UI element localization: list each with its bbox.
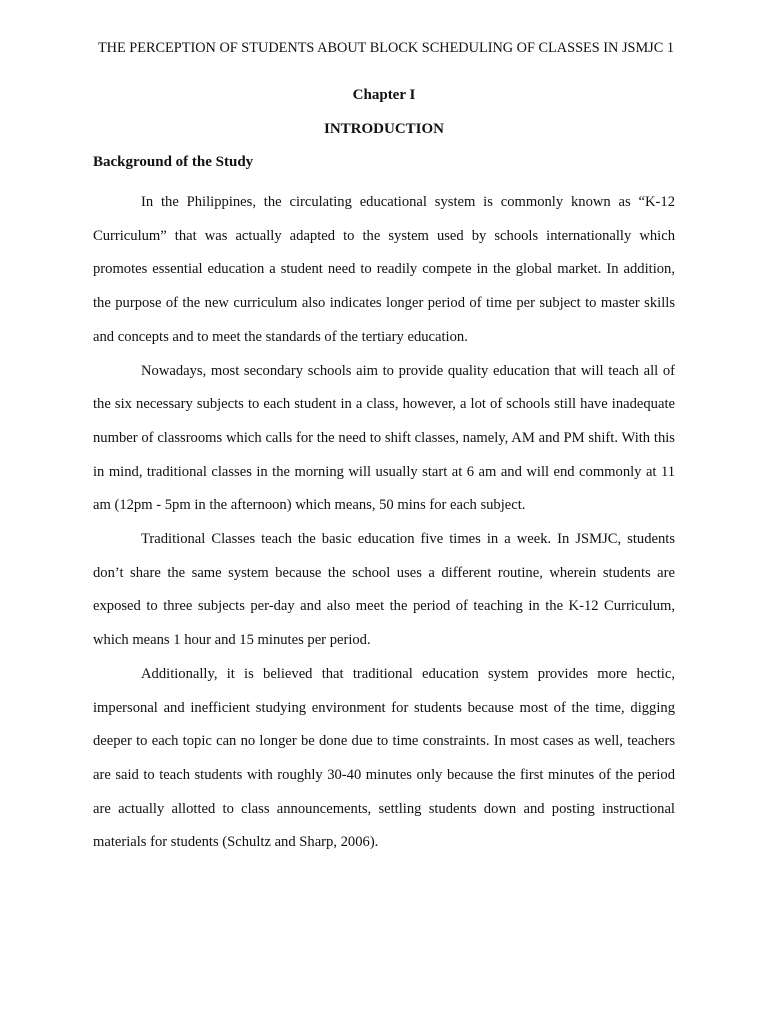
paragraph-1: In the Philippines, the circulating educational system is commonly known as “K-12 Curriculum” that was actually adapted to the system used by schools internationally which promotes essential education a student need to readily compete in the global market. In addition, the purpose of the new curriculum also indicates longer period of time per subject to master skills and concepts and to meet the standards of the tertiary education. — [93, 194, 675, 345]
body-text — [93, 186, 675, 860]
paragraph-4: Additionally, it is believed that traditional education system provides more hectic, impersonal and inefficient studying environment for students because most of the time, digging deeper to each topic can no longer be done due to time constraints. In most cases as well, teachers are said to teach students with roughly 30-40 minutes only because the first minutes of the period are actually allotted to class announcements, settling students down and posting instructional materials for students (Schultz and Sharp, 2006). — [93, 665, 675, 851]
section-heading: Background of the Study — [93, 154, 254, 170]
paragraph-2: Nowadays, most secondary schools aim to provide quality education that will teach all of the six necessary subjects to each student in a class, however, a lot of schools still have inadequate number of classrooms which calls for the need to shift classes, namely, AM and PM shift. With this in mind, traditional classes in the morning will usually start at 6 am and will end commonly at 11 am (12pm - 5pm in the afternoon) which means, 50 mins for each subject. — [93, 362, 675, 514]
running-head: THE PERCEPTION OF STUDENTS ABOUT BLOCK SCHEDULING OF CLASSES IN JSMJC 1 — [97, 40, 674, 56]
paragraph-3: Traditional Classes teach the basic education five times in a week. In JSMJC, students don’t share the same system because the school uses a different routine, wherein students are exposed to three subjects per-day and also meet the period of teaching in the K-12 Curriculum, which means 1 hour and 15 minutes per period. — [93, 531, 675, 649]
chapter-label: Chapter I — [352, 87, 416, 103]
chapter-title: INTRODUCTION — [323, 121, 444, 137]
